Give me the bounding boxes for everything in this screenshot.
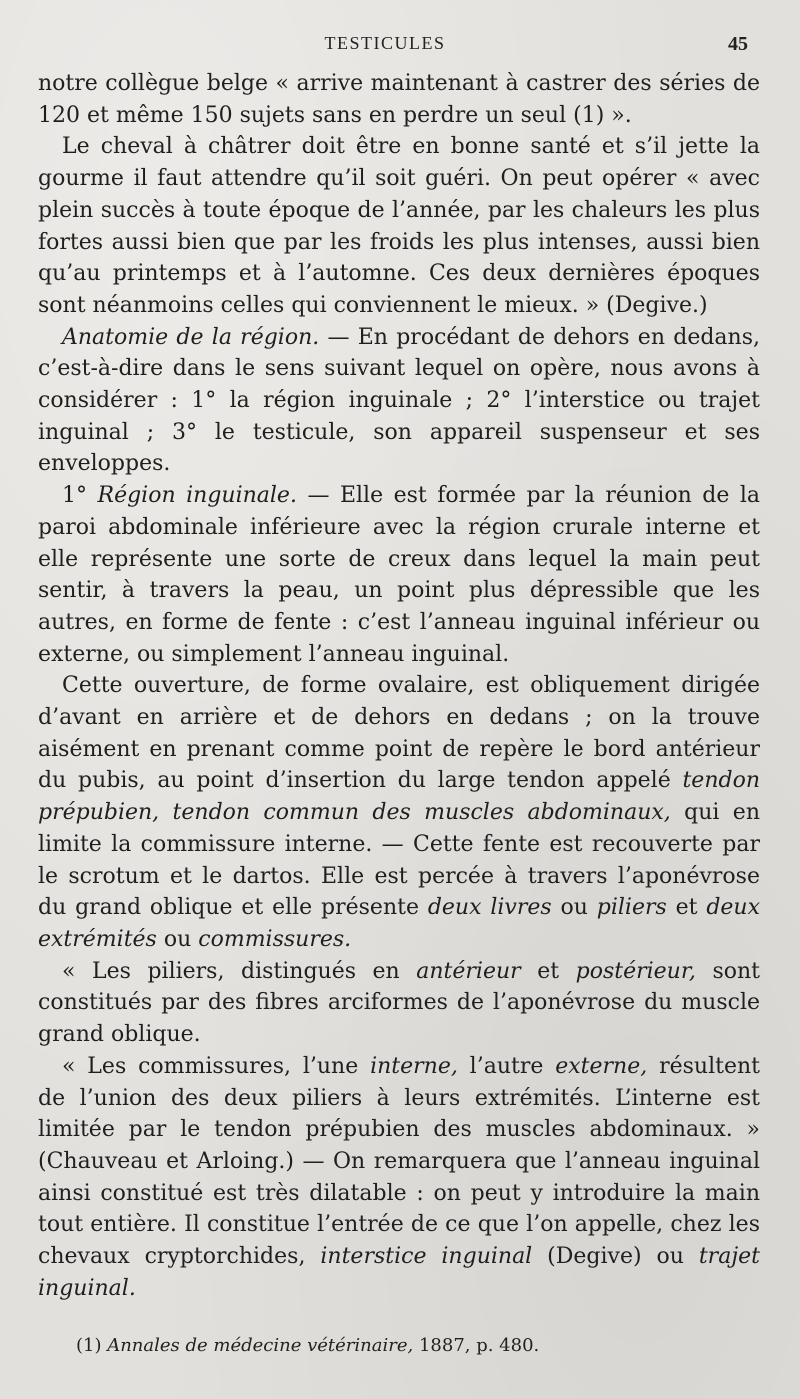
section-number: 1°	[62, 483, 98, 509]
section-heading: Anatomie de la région.	[62, 324, 320, 350]
paragraph-text: et	[666, 895, 707, 921]
paragraph-text: ou	[551, 895, 597, 921]
paragraph-text: « Les commissures, l’une	[62, 1053, 371, 1079]
paragraph	[38, 956, 760, 1051]
paragraph	[38, 322, 760, 481]
italic-term: deux livres	[427, 895, 552, 921]
italic-term: piliers	[596, 895, 667, 921]
italic-term: deux extrémités	[38, 895, 761, 952]
paragraph-text: Cette ouverture, de forme ovalaire, est obliquement dirigée d’avant en arrière et de dehors en dedans ; on la trouve aisément en prenant comme point de repère le bord antérieur du pubis, au point d’insertion du large tendon appelé	[38, 673, 760, 794]
paragraph-text: Le cheval à châtrer doit être en bonne santé et s’il jette la gourme il faut attendre qu’il soit guéri. On peut opérer « avec plein succès à toute époque de l’année, par les chaleurs les plus fortes aussi bien que par les froids les plus intenses, aussi bien qu’au printemps et à l’automne. Ces deux dernières époques sont néanmoins celles qui conviennent le mieux. » (Degive.)	[38, 134, 760, 318]
footnote-source: Annales de médecine vétérinaire,	[107, 1335, 414, 1356]
italic-term: externe,	[555, 1053, 648, 1079]
page-number: 45	[728, 33, 748, 55]
section-heading: Région inguinale.	[97, 483, 297, 509]
paragraph-text: qui en limite la commissure interne. — Cette fente est recouverte par le scrotum et le dartos. Elle est percée à travers l’aponévrose du grand oblique et elle présente	[38, 800, 760, 921]
running-head	[0, 33, 800, 57]
italic-term: interne,	[370, 1053, 458, 1079]
paragraph-text: sont constitués par des fibres arciformes de l’aponévrose du muscle grand oblique.	[38, 958, 760, 1048]
paragraph-text: et	[520, 958, 576, 984]
running-title: TESTICULES	[324, 33, 446, 53]
footnote	[76, 1333, 776, 1359]
paragraph-text: — Elle est formée par la réunion de la paroi abdominale inférieure avec la région crurale interne et elle représente une sorte de creux dans lequel la main peut sentir, à travers la peau, un point plus dépressible que les autres, en forme de fente : c’est l’anneau inguinal inférieur ou externe, ou simplement l’anneau inguinal.	[38, 483, 760, 667]
italic-term: commissures.	[198, 926, 352, 952]
italic-term: antérieur	[416, 958, 521, 984]
paragraph-continuation	[38, 68, 760, 131]
paragraph	[38, 480, 760, 670]
paragraph-text: (Degive) ou	[532, 1244, 699, 1270]
paragraph-text: — En procédant de dehors en dedans, c’est-à-dire dans le sens suivant lequel on opère, nous avons à considérer : 1° la région inguinale ; 2° l’interstice ou trajet inguinal ; 3° le testicule, son appareil suspenseur et ses enveloppes.	[38, 324, 760, 477]
italic-term: tendon prépubien, tendon commun des muscles abdominaux,	[38, 768, 760, 826]
paragraph	[38, 1051, 760, 1305]
italic-term: postérieur,	[575, 958, 696, 984]
footnote-marker: (1)	[76, 1335, 108, 1356]
paragraph	[38, 131, 760, 321]
body-text	[38, 68, 760, 1304]
footnote-text: 1887, p. 480.	[413, 1335, 540, 1356]
paragraph	[38, 670, 760, 955]
paragraph-text: « Les piliers, distingués en	[62, 958, 417, 984]
paragraph-text: notre collègue belge « arrive maintenant à castrer des séries de 120 et même 150 sujets sans en perdre un seul (1) ».	[38, 71, 760, 128]
paragraph-text: résultent de l’union des deux piliers à leurs extrémités. L’interne est limitée par le tendon prépubien des muscles abdominaux. » (Chauveau et Arloing.) — On remarquera que l’anneau inguinal ainsi constitué est très dilatable : on peut y introduire la main tout entière. Il constitue l’entrée de ce que l’on appelle, chez les chevaux cryptorchides,	[38, 1053, 760, 1270]
italic-term: interstice inguinal	[320, 1244, 533, 1270]
paragraph-text: l’autre	[457, 1053, 556, 1079]
paragraph-text: ou	[156, 926, 199, 952]
italic-term: trajet inguinal.	[38, 1244, 760, 1301]
